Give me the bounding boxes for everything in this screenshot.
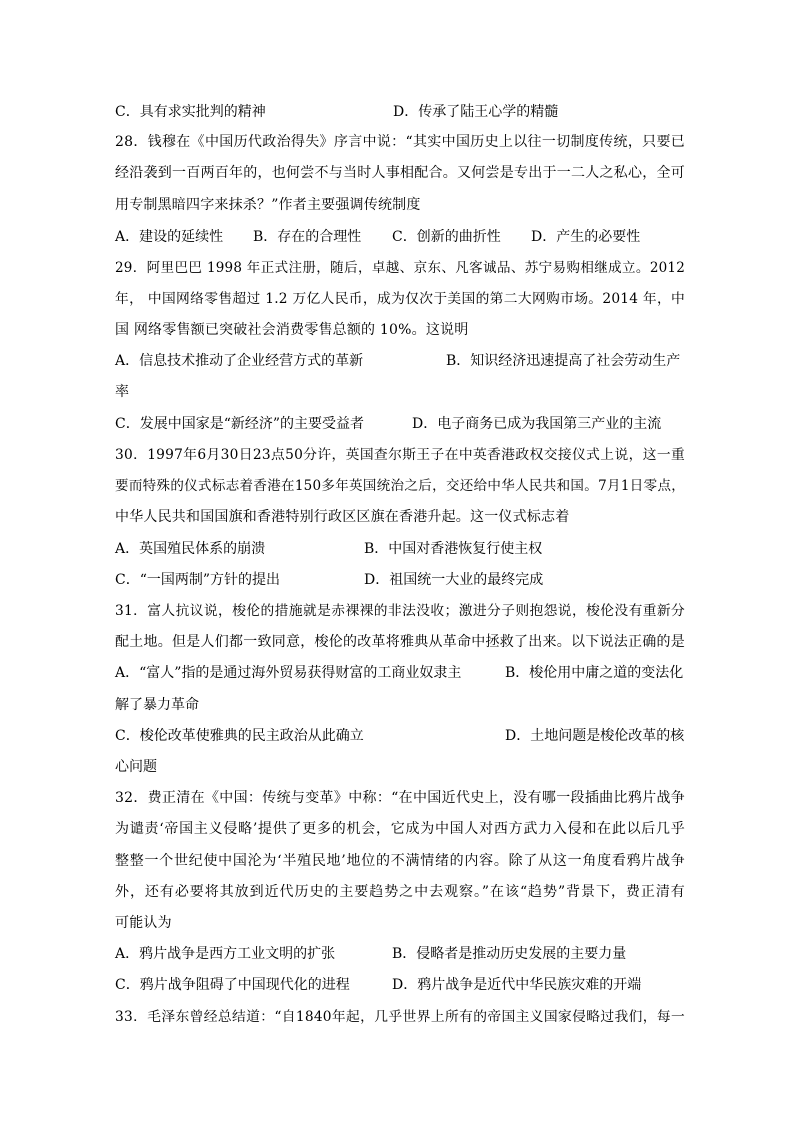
q31-stem-line-1: 31．富人抗议说，梭伦的措施就是赤裸裸的非法没收；激进分子则抱怨说，梭伦没有重新分 <box>115 603 685 619</box>
q32-stem-line-3: 整整一个世纪使中国沦为‘半殖民地’地位的不满情绪的内容。除了从这一角度看鸦片战争 <box>115 853 685 869</box>
q30-option-c: C．“一国两制”方针的提出 <box>115 572 281 588</box>
q32-stem-line-4: 外，还有必要将其放到近代历史的主要趋势之中去观察。”在该“趋势”背景下，费正清有 <box>115 884 685 900</box>
q27-option-c: C．具有求实批判的精神 <box>115 104 266 120</box>
q32-stem-line-5: 可能认为 <box>115 915 172 931</box>
q29-stem-line-3: 国 网络零售额已突破社会消费零售总额的 10%。这说明 <box>115 322 469 338</box>
q30-stem-line-2: 要而特殊的仪式标志着香港在150多年英国统治之后，交还给中华人民共和国。7月1日零点， <box>115 478 685 494</box>
q31-stem-line-2: 配土地。但是人们都一致同意，梭伦的改革将雅典从革命中拯救了出来。以下说法正确的是 <box>115 634 685 650</box>
q31-option-b: B．梭伦用中庸之道的变法化 <box>505 665 684 681</box>
q31-option-a: A．“富人”指的是通过海外贸易获得财富的工商业奴隶主 <box>115 665 462 681</box>
q32-stem-line-1: 32．费正清在《中国：传统与变革》中称：“在中国近代史上，没有哪一段插曲比鸦片战争 <box>115 790 685 806</box>
q29-option-b: B．知识经济迅速提高了社会劳动生产 <box>446 353 681 369</box>
q29-option-a: A．信息技术推动了企业经营方式的革新 <box>115 353 364 369</box>
q32-option-c: C．鸦片战争阻碍了中国现代化的进程 <box>115 977 350 993</box>
q29-option-d: D．电子商务已成为我国第三产业的主流 <box>412 416 662 432</box>
q33-stem-line-1: 33．毛泽东曾经总结道：“自1840年起，几乎世界上所有的帝国主义国家侵略过我们，每一 <box>115 1009 685 1025</box>
q31-option-c: C．梭伦改革使雅典的民主政治从此确立 <box>115 728 364 744</box>
q29-option-b-continued: 率 <box>115 384 129 400</box>
q31-option-d: D．土地问题是梭伦改革的核 <box>505 728 685 744</box>
q30-stem-line-1: 30．1997年6月30日23点50分许，英国查尔斯王子在中英香港政权交接仪式上说，这一重 <box>115 447 685 463</box>
q32-option-b: B．侵略者是推动历史发展的主要力量 <box>392 946 627 962</box>
q28-option-d: D．产生的必要性 <box>531 229 641 245</box>
q32-option-a: A．鸦片战争是西方工业文明的扩张 <box>115 946 336 962</box>
q30-option-b: B．中国对香港恢复行使主权 <box>364 541 543 557</box>
q28-stem-line-3: 用专制黑暗四字来抹杀？”作者主要强调传统制度 <box>115 197 421 213</box>
q28-option-c: C．创新的曲折性 <box>392 229 501 245</box>
q31-option-b-continued: 解了暴力革命 <box>115 697 199 713</box>
q28-stem-line-1: 28．钱穆在《中国历代政治得失》序言中说：“其实中国历史上以往一切制度传统，只要已 <box>115 134 685 150</box>
q32-stem-line-2: 为谴责‘帝国主义侵略’提供了更多的机会，它成为中国人对西方武力入侵和在此以后几乎 <box>115 821 685 837</box>
q28-option-a: A．建设的延续性 <box>115 229 224 245</box>
q29-stem-line-1: 29．阿里巴巴 1998 年正式注册，随后，卓越、京东、凡客诚品、苏宁易购相继成立。2012 <box>115 260 685 276</box>
q29-option-c: C．发展中国家是“新经济”的主要受益者 <box>115 416 365 432</box>
q28-stem-line-2: 经沿袭到一百两百年的，也何尝不与当时人事相配合。又何尝是专出于一二人之私心，全可 <box>115 165 685 181</box>
q32-option-d: D．鸦片战争是近代中华民族灾难的开端 <box>392 977 642 993</box>
q28-option-b: B．存在的合理性 <box>253 229 362 245</box>
q27-option-d: D．传承了陆王心学的精髓 <box>393 104 559 120</box>
q31-option-d-continued: 心问题 <box>115 759 157 775</box>
q29-stem-line-2: 年， 中国网络零售超过 1.2 万亿人民币，成为仅次于美国的第二大网购市场。2014 年，中 <box>115 291 685 307</box>
q30-stem-line-3: 中华人民共和国国旗和香港特别行政区区旗在香港升起。这一仪式标志着 <box>115 509 570 525</box>
q30-option-a: A．英国殖民体系的崩溃 <box>115 541 266 557</box>
q30-option-d: D．祖国统一大业的最终完成 <box>364 572 544 588</box>
